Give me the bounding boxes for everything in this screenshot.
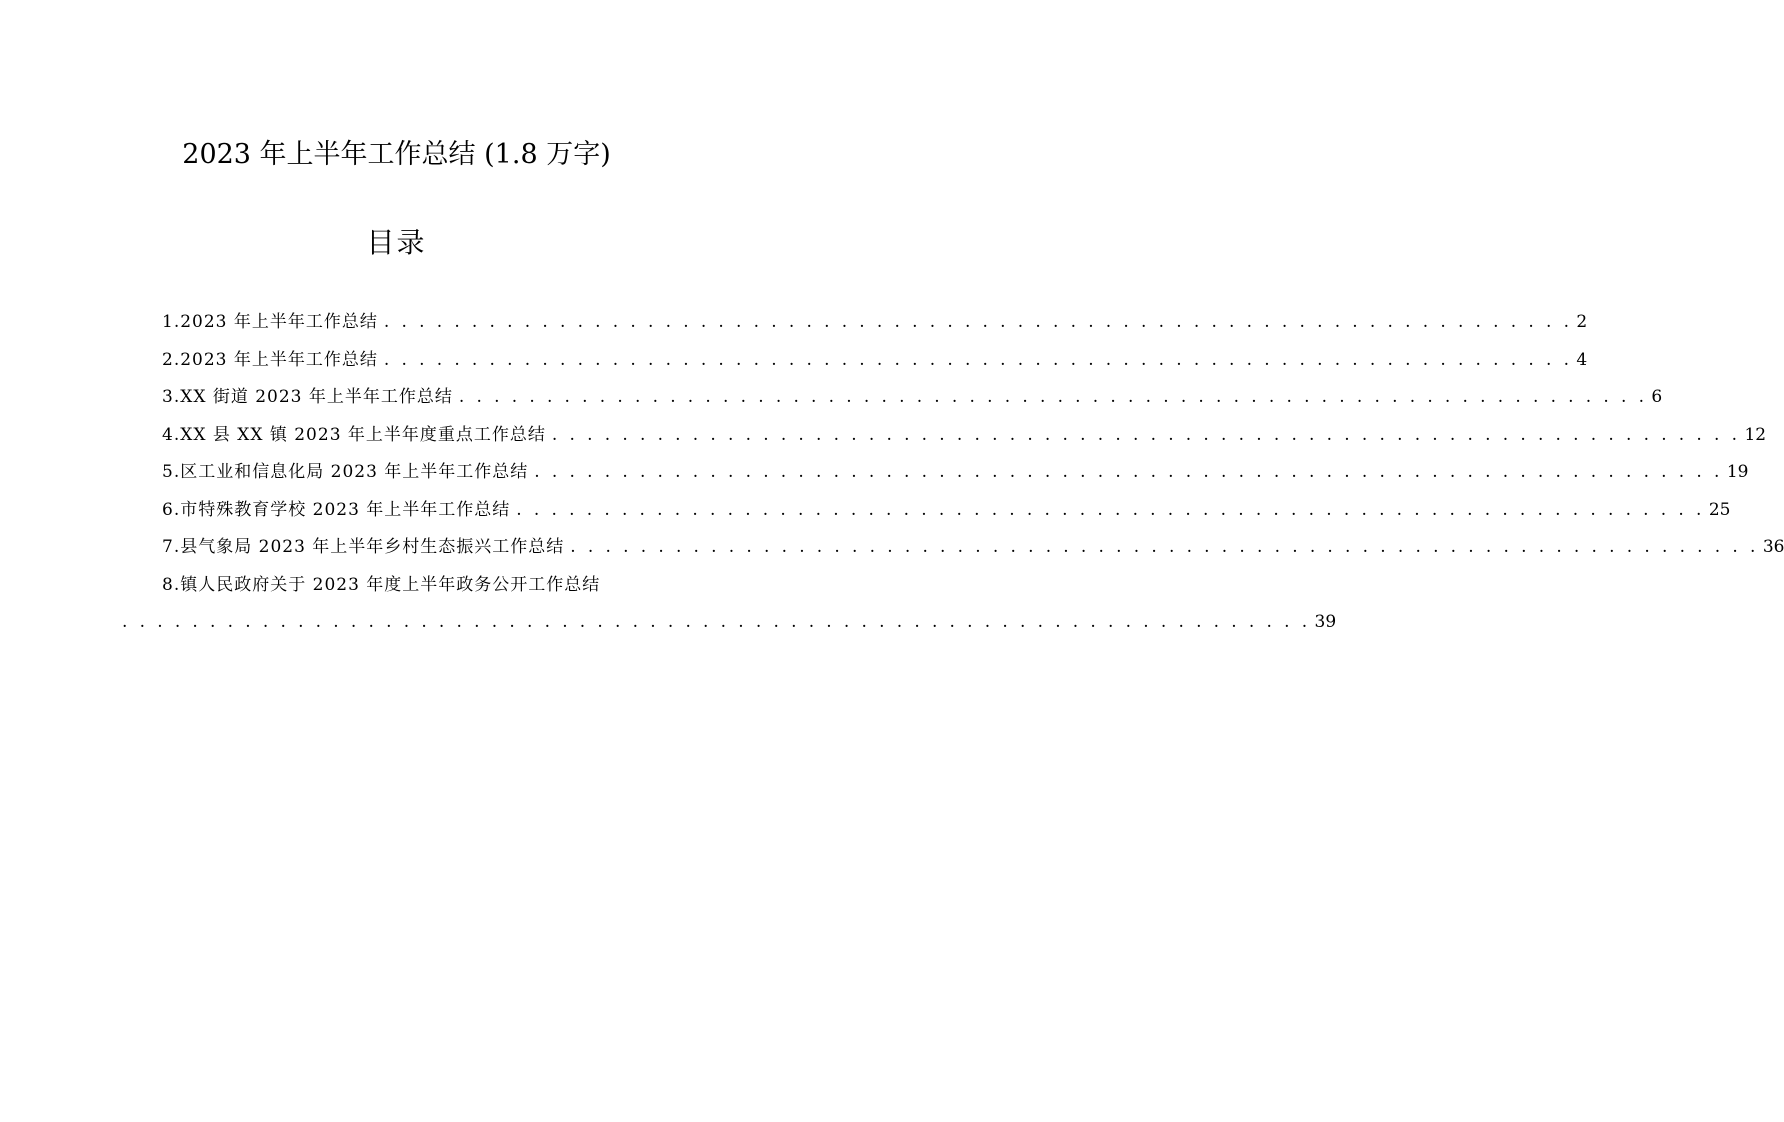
toc-entry-label: 7.县气象局 2023 年上半年乡村生态振兴工作总结 [162,537,565,557]
toc-entry-continuation [122,607,1337,645]
toc-heading: 目录 [366,226,427,259]
toc-leader-dots: . . . . . . . . . . . . . . . . . . . . . . . . . . . . . . . . . . . . . . . . . . . . . . . . . . . . . . . . . . . . . . . . . . . . [570,537,1759,557]
toc-leader-dots: . . . . . . . . . . . . . . . . . . . . . . . . . . . . . . . . . . . . . . . . . . . . . . . . . . . . . . . . . . . . . . . . . . . . [551,424,1741,445]
toc-entry-3[interactable] [122,382,1663,420]
toc-entry-5[interactable] [122,457,1749,495]
toc-entry-label: 1.2023 年上半年工作总结 [162,312,378,332]
toc-entry-6[interactable] [122,495,1731,533]
toc-entry-2[interactable] [122,345,1588,383]
table-of-contents [122,307,1784,645]
toc-leader-dots: . . . . . . . . . . . . . . . . . . . . . . . . . . . . . . . . . . . . . . . . . . . . . . . . . . . . . . . . . . . . . . . . . . . . [383,349,1573,370]
toc-entry-label: 6.市特殊教育学校 2023 年上半年工作总结 [162,499,511,520]
toc-entry-1[interactable] [122,307,1588,345]
toc-entry-4[interactable] [122,420,1767,458]
toc-entry-8[interactable] [122,570,1337,645]
toc-page-number: 4 [1576,349,1588,370]
toc-entry-label: 8.镇人民政府关于 2023 年度上半年政务公开工作总结 [162,574,601,595]
toc-entry-label: 2.2023 年上半年工作总结 [162,349,378,370]
toc-page-number: 36 [1762,537,1784,557]
toc-page-number: 19 [1726,462,1749,482]
toc-page-number: 39 [1314,612,1337,632]
toc-entry-label: 5.区工业和信息化局 2023 年上半年工作总结 [162,462,529,482]
toc-entry-label: 3.XX 街道 2023 年上半年工作总结 [162,387,453,407]
toc-entry-label: 4.XX 县 XX 镇 2023 年上半年度重点工作总结 [162,424,546,445]
toc-leader-dots: . . . . . . . . . . . . . . . . . . . . . . . . . . . . . . . . . . . . . . . . . . . . . . . . . . . . . . . . . . . . . . . . . . . . [122,612,1311,632]
toc-page-number: 25 [1708,499,1731,520]
toc-page-number: 6 [1651,387,1663,407]
toc-leader-dots: . . . . . . . . . . . . . . . . . . . . . . . . . . . . . . . . . . . . . . . . . . . . . . . . . . . . . . . . . . . . . . . . . . . . [534,462,1723,482]
toc-entry-7[interactable] [122,532,1784,570]
toc-page-number: 12 [1744,424,1767,445]
toc-leader-dots: . . . . . . . . . . . . . . . . . . . . . . . . . . . . . . . . . . . . . . . . . . . . . . . . . . . . . . . . . . . . . . . . . . . . [383,312,1573,332]
document-title: 2023 年上半年工作总结 (1.8 万字) [182,139,611,170]
toc-leader-dots: . . . . . . . . . . . . . . . . . . . . . . . . . . . . . . . . . . . . . . . . . . . . . . . . . . . . . . . . . . . . . . . . . . . . [516,499,1705,520]
toc-page-number: 2 [1576,312,1588,332]
toc-leader-dots: . . . . . . . . . . . . . . . . . . . . . . . . . . . . . . . . . . . . . . . . . . . . . . . . . . . . . . . . . . . . . . . . . . . . [458,387,1648,407]
